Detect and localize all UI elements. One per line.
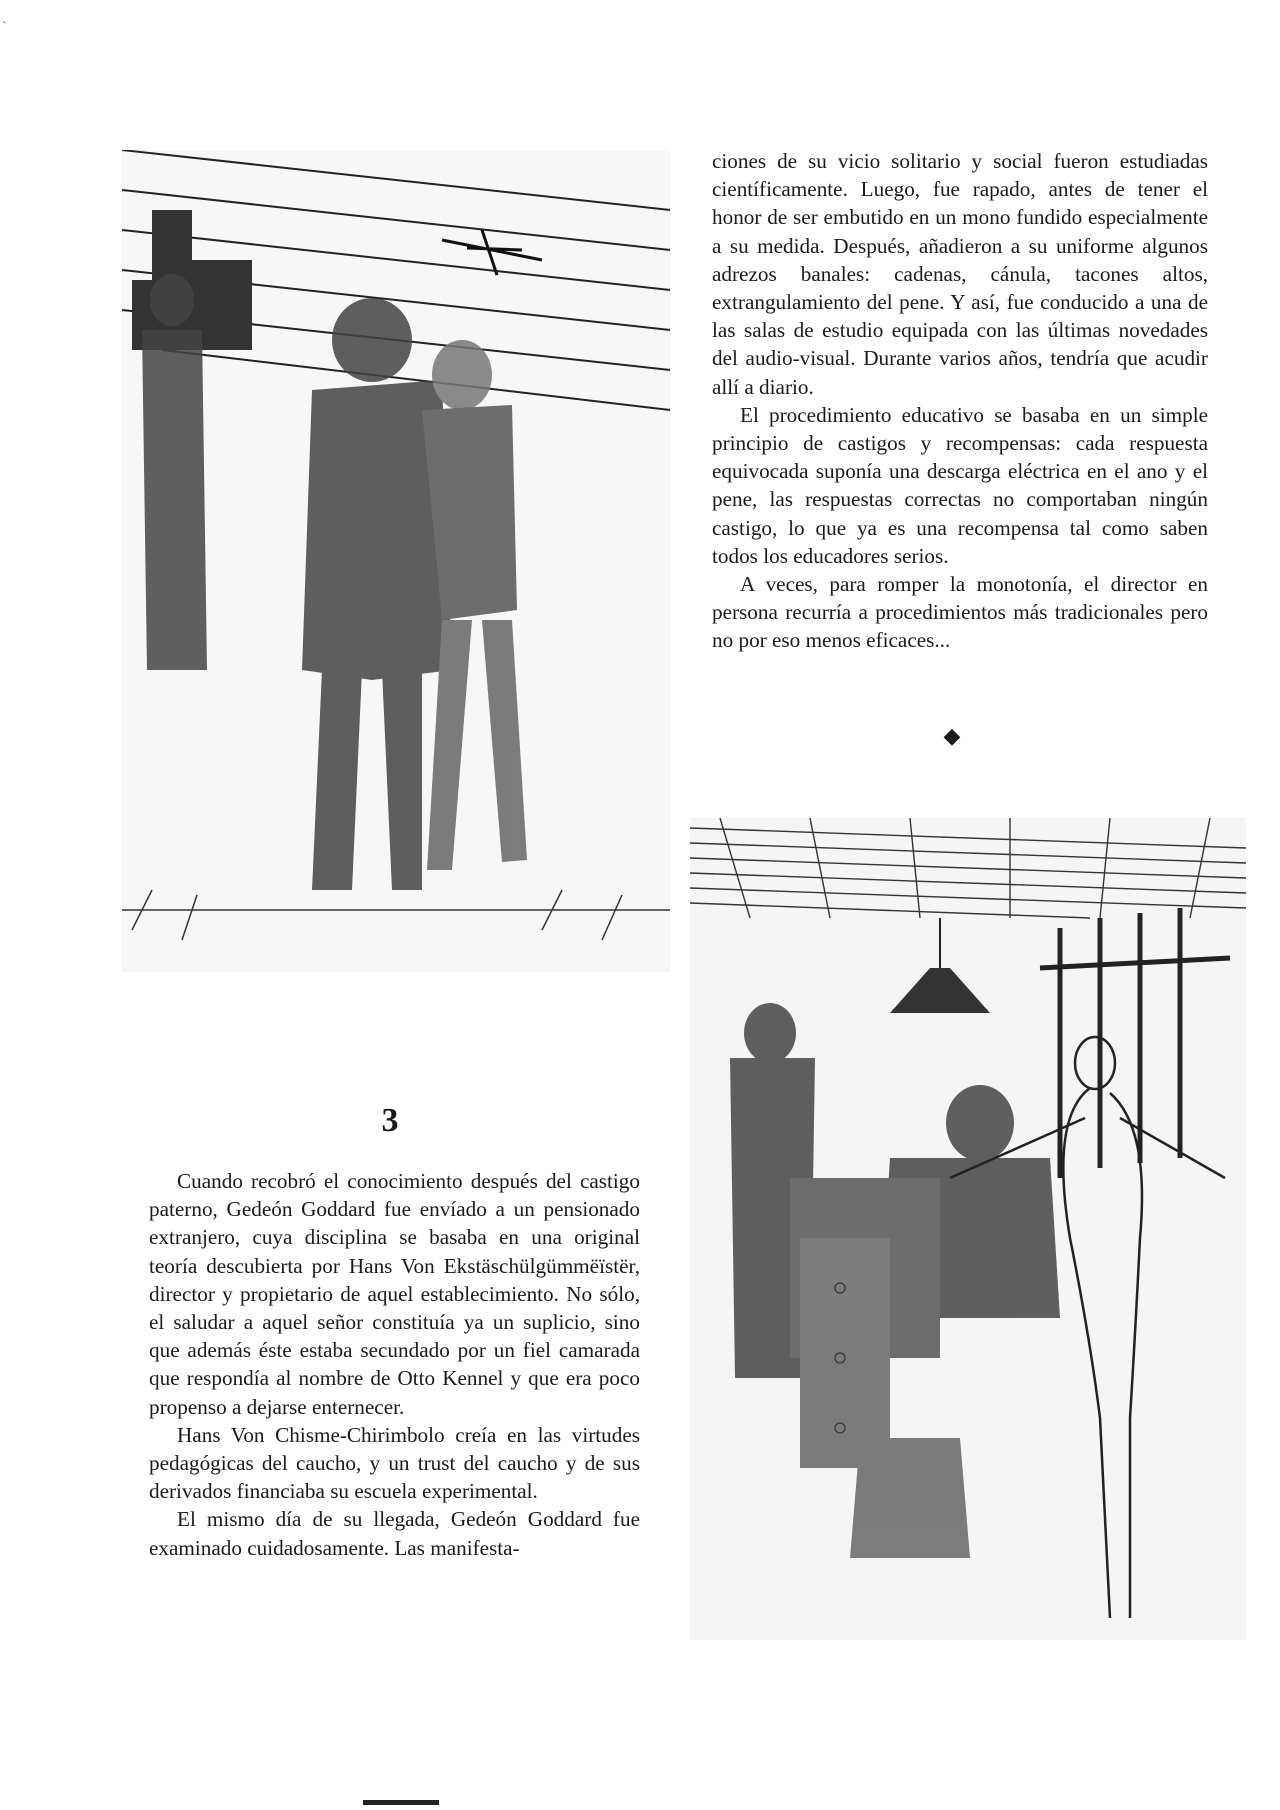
paragraph: El mismo día de su llegada, Gedeón Goddard fue examinado cuidadosamente. Las manifesta- xyxy=(149,1507,640,1560)
paragraph: A veces, para romper la monotonía, el director en persona recurría a procedimientos más tradicionales pero no por eso menos eficaces... xyxy=(712,572,1208,653)
footer-rule xyxy=(363,1800,439,1805)
chapter-number: 3 xyxy=(381,1102,399,1139)
paragraph: El procedimiento educativo se basaba en un simple principio de castigos y recompensas: cada respuesta equivocada suponía una descarga eléctrica en el ano y el pene, las respuestas correctas no comportaban ningún castigo, lo que ya es una recompensa tal como saben todos los educadores serios. xyxy=(712,402,1208,568)
paragraph: Cuando recobró el conocimiento después del castigo paterno, Gedeón Goddard fue envíado a un pensionado extranjero, cuya disciplina se basaba en una original teoría descubierta por Hans Von Ekstäschülgümmëïstër, director y propietario de aquel establecimiento. No sólo, el saludar a aquel señor constituía ya un suplicio, sino que además éste estaba secundado por un fiel camarada que respondía al nombre de Otto Kennel y que era poco propenso a dejarse enternecer. xyxy=(149,1169,640,1419)
left-column-text xyxy=(149,1167,640,1562)
right-column-text xyxy=(712,147,1208,655)
section-ornament: ◆ xyxy=(943,723,961,748)
corner-mark: ` xyxy=(2,20,7,35)
paragraph: ciones de su vicio solitario y social fueron estudiadas científicamente. Luego, fue rapado, antes de tener el honor de ser embutido en un mono fundido especialmente a su medida. Después, añadieron a su uniforme algunos adrezos banales: cadenas, cánula, tacones altos, extrangulamiento del pene. Y así, fue conducido a una de las salas de estudio equipada con las últimas novedades del audio-visual. Durante varios años, tendría que acudir allí a diario. xyxy=(712,149,1208,399)
illustration-office-scene xyxy=(690,818,1246,1640)
paragraph: Hans Von Chisme-Chirimbolo creía en las virtudes pedagógicas del caucho, y un trust del caucho y de sus derivados financiaba su escuela experimental. xyxy=(149,1422,640,1504)
illustration-officer-and-boy xyxy=(122,150,670,972)
